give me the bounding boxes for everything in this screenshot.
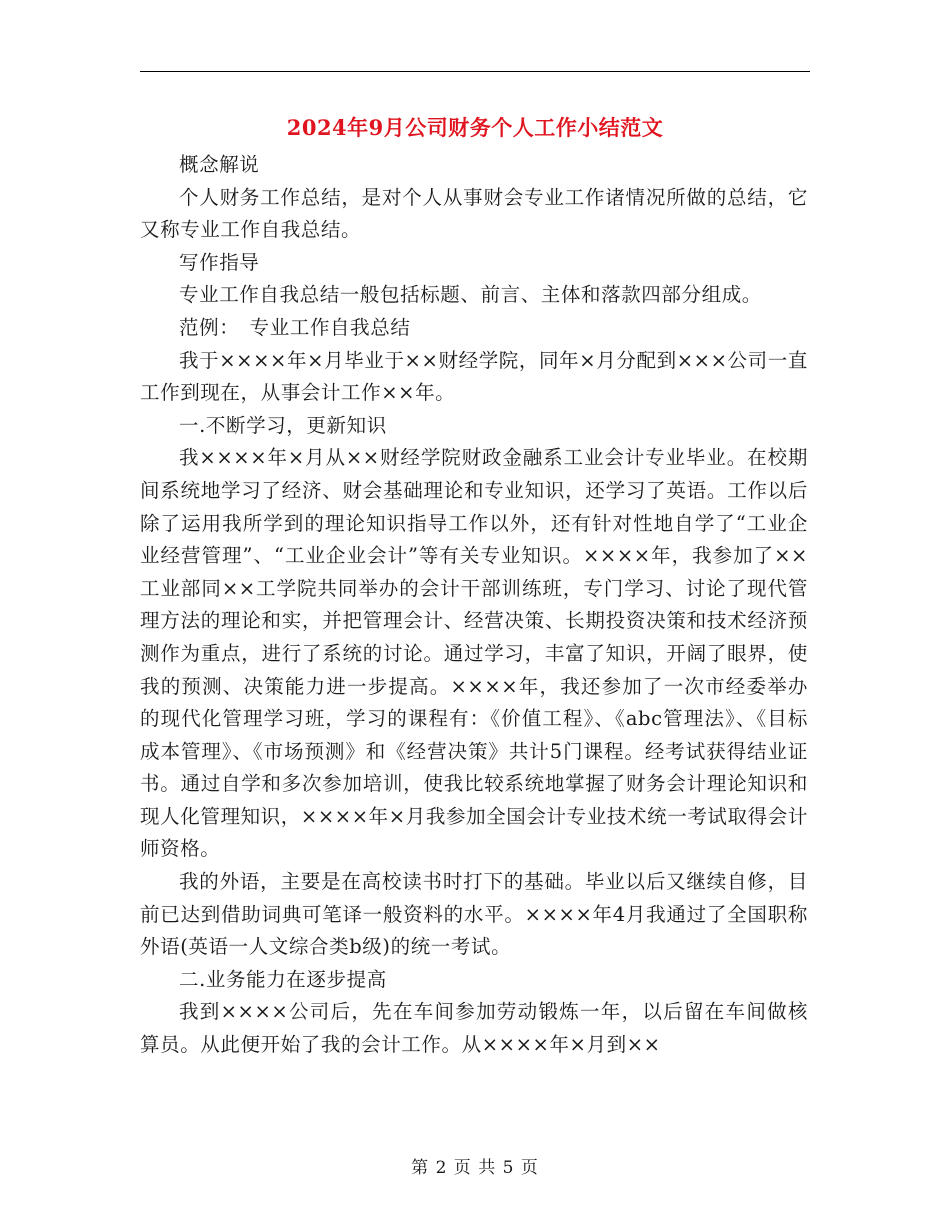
heading-example: 范例： 专业工作自我总结 bbox=[179, 315, 411, 339]
page-footer: 第 2 页 共 5 页 bbox=[411, 1158, 539, 1178]
paragraph-definition: 个人财务工作总结，是对个人从事财会专业工作诸情况所做的总结，它又称专业工作自我总结。 bbox=[140, 185, 808, 242]
section-heading-2: 二.业务能力在逐步提高 bbox=[179, 967, 387, 991]
paragraph-language: 我的外语，主要是在高校读书时打下的基础。毕业以后又继续自修，目前已达到借助词典可笔译一般资料的水平。××××年4月我通过了全国职称外语(英语一人文综合类b级)的统一考试。 bbox=[140, 870, 808, 959]
paragraph-structure: 专业工作自我总结一般包括标题、前言、主体和落款四部分组成。 bbox=[179, 283, 762, 307]
header-rule bbox=[140, 71, 810, 72]
document-body bbox=[140, 149, 808, 1062]
paragraph-study: 我××××年×月从××财经学院财政金融系工业会计专业毕业。在校期间系统地学习了经济、财会基础理论和专业知识，还学习了英语。工作以后除了运用我所学到的理论知识指导工作以外，还有针对性地自学了“工业企业经营管理”、“工业企业会计”等有关专业知识。××××年，我参加了××工业部同××工学院共同举办的会计干部训练班，专门学习、讨论了现代管理方法的理论和实，并把管理会计、经营决策、长期投资决策和技术经济预测作为重点，进行了系统的讨论。通过学习，丰富了知识，开阔了眼界，使我的预测、决策能力进一步提高。××××年，我还参加了一次市经委举办的现代化管理学习班，学习的课程有：《价值工程》、《abc管理法》、《目标成本管理》、《市场预测》和《经营决策》共计5门课程。经考试获得结业证书。通过自学和多次参加培训，使我比较系统地掌握了财务会计理论知识和现人化管理知识，××××年×月我参加全国会计专业技术统一考试取得会计师资格。 bbox=[140, 446, 808, 861]
paragraph-intro: 我于××××年×月毕业于××财经学院，同年×月分配到×××公司一直工作到现在，从事会计工作××年。 bbox=[140, 348, 808, 405]
paragraph-work: 我到××××公司后，先在车间参加劳动锻炼一年，以后留在车间做核算员。从此便开始了我的会计工作。从××××年×月到×× bbox=[140, 1000, 808, 1057]
heading-concept: 概念解说 bbox=[179, 153, 260, 176]
heading-writing-guide: 写作指导 bbox=[179, 250, 260, 274]
section-heading-1: 一.不断学习，更新知识 bbox=[179, 413, 387, 437]
document-title: 2024年9月公司财务个人工作小结范文 bbox=[286, 115, 664, 140]
